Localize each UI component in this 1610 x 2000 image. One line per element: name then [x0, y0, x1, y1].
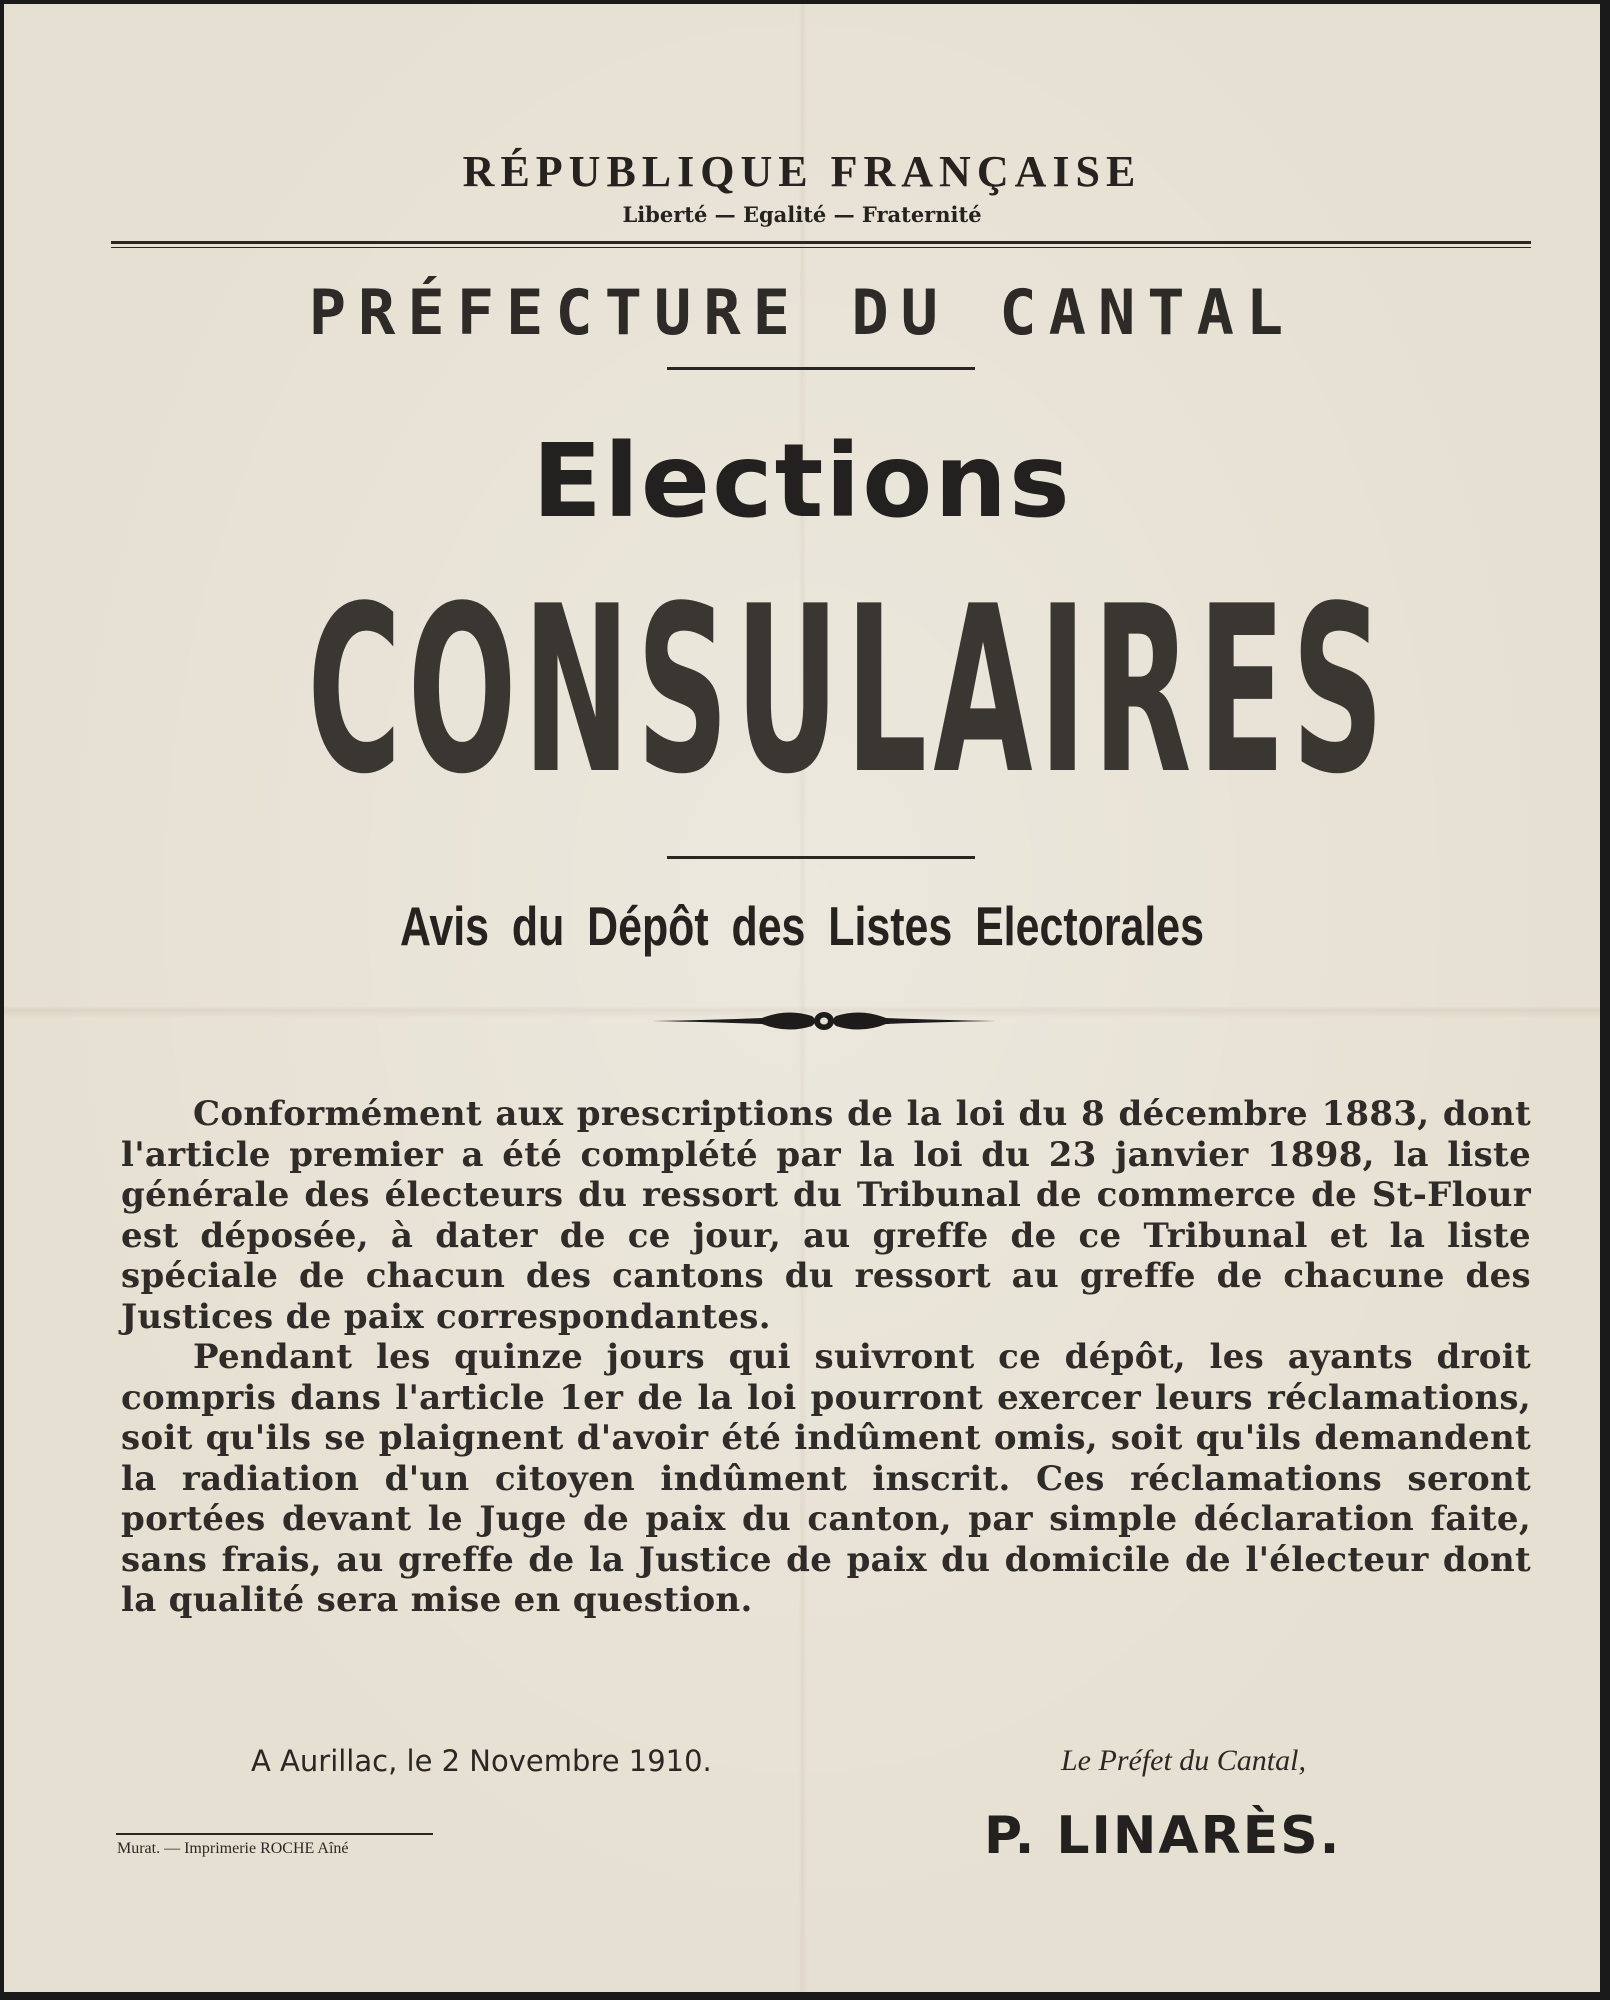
paragraph: Pendant les quinze jours qui suivront ce dépôt, les ayants droit compris dans l'article 1er de la loi pourront exercer leurs réclamations, soit qu'ils se plaignent d'avoir été indûment omis, soit qu'ils demandent la radiation d'un citoyen indûment inscrit. Ces réclamations seront portées devant le Juge de paix du canton, par simple déclaration faite, sans frais, au greffe de la Justice de paix du domicile de l'électeur dont la qualité sera mise en question.	[121, 1337, 1531, 1620]
poster-sheet	[4, 4, 1600, 1992]
title-consulaires: CONSULAIRES	[307, 558, 1391, 825]
double-rule-divider	[111, 241, 1531, 248]
printer-credit: Murat. — Imprimerie ROCHE Aîné	[117, 1840, 349, 1857]
place-and-date: A Aurillac, le 2 Novembre 1910.	[251, 1744, 712, 1778]
paragraph: Conformément aux prescriptions de la loi du 8 décembre 1883, dont l'article premier a été complété par la loi du 23 janvier 1898, la liste générale des électeurs du ressort du Tribunal de commerce de St-Flour est déposée, à dater de ce jour, au greffe de ce Tribunal et la liste spéciale de chacun des cantons du ressort au greffe de chacune des Justices de paix correspondantes.	[121, 1094, 1531, 1337]
ornament-divider-icon	[652, 1004, 996, 1038]
subtitle-avis: Avis du Dépôt des Listes Electorales	[399, 895, 1205, 957]
title-elections: Elections	[532, 422, 1072, 541]
notice-body	[121, 1094, 1531, 1621]
republique-heading: RÉPUBLIQUE FRANÇAISE	[462, 147, 1142, 196]
short-rule-divider	[667, 367, 975, 370]
prefecture-heading: PRÉFECTURE DU CANTAL	[308, 276, 1296, 349]
short-rule-divider	[667, 856, 975, 859]
prefect-title: Le Préfet du Cantal,	[1061, 1744, 1306, 1777]
printer-rule	[116, 1833, 433, 1835]
prefect-name: P. LINARÈS.	[984, 1806, 1342, 1866]
devise: Liberté — Egalité — Fraternité	[622, 202, 982, 227]
